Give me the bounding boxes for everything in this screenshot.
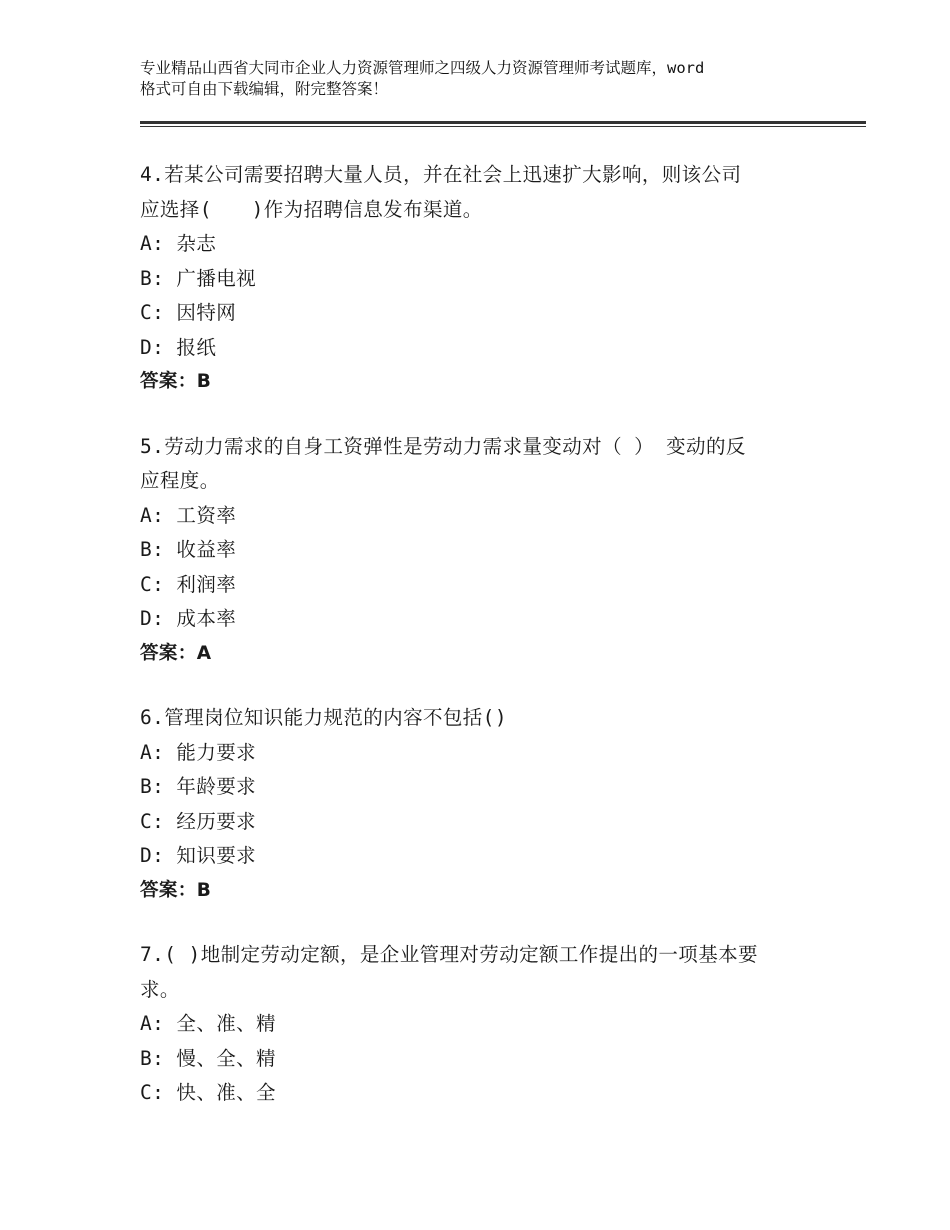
answer: 答案：A — [140, 642, 212, 664]
option-d: D: 报纸 — [140, 335, 217, 359]
question-5 — [140, 430, 820, 672]
question-text-line: 4.若某公司需要招聘大量人员，并在社会上迅速扩大影响，则该公司 — [140, 163, 742, 186]
option-c: C: 经历要求 — [140, 809, 257, 833]
option-c: C: 快、准、全 — [140, 1081, 276, 1104]
question-4 — [140, 158, 820, 400]
option-a: A: 杂志 — [140, 232, 217, 255]
question-6 — [140, 701, 820, 908]
option-b: B: 年龄要求 — [140, 775, 257, 798]
option-b: B: 收益率 — [140, 538, 237, 561]
question-text — [140, 158, 820, 227]
question-text — [140, 430, 820, 499]
header-divider-thick — [140, 121, 866, 124]
option-a: A: 能力要求 — [140, 740, 257, 764]
question-text-line: 6.管理岗位知识能力规范的内容不包括() — [140, 706, 507, 729]
question-text-line: 求。 — [140, 977, 180, 1001]
option-b: B: 慢、全、精 — [140, 1046, 276, 1070]
option-c: C: 因特网 — [140, 301, 237, 324]
option-b: B: 广播电视 — [140, 266, 257, 290]
question-text — [140, 938, 820, 1007]
option-c: C: 利润率 — [140, 572, 237, 596]
question-text — [140, 701, 820, 736]
question-7 — [140, 938, 820, 1111]
question-text-line: 应选择( )作为招聘信息发布渠道。 — [140, 197, 483, 221]
document-header — [140, 58, 840, 100]
header-title-line-2: 格式可自由下载编辑，附完整答案！ — [140, 80, 389, 98]
question-text-line: 5.劳动力需求的自身工资弹性是劳动力需求量变动对（ ） 变动的反 — [140, 434, 746, 458]
option-d: D: 成本率 — [140, 607, 237, 630]
answer: 答案：B — [140, 879, 212, 901]
question-list — [140, 158, 820, 1141]
question-text-line: 7.( )地制定劳动定额，是企业管理对劳动定额工作提出的一项基本要 — [140, 943, 758, 966]
header-title-line-1: 专业精品山西省大同市企业人力资源管理师之四级人力资源管理师考试题库，word — [140, 59, 705, 77]
option-a: A: 全、准、精 — [140, 1012, 276, 1035]
option-d: D: 知识要求 — [140, 844, 257, 867]
answer: 答案：B — [140, 371, 212, 392]
question-text-line: 应程度。 — [140, 469, 220, 492]
header-divider-thin — [140, 126, 866, 127]
option-a: A: 工资率 — [140, 503, 237, 527]
